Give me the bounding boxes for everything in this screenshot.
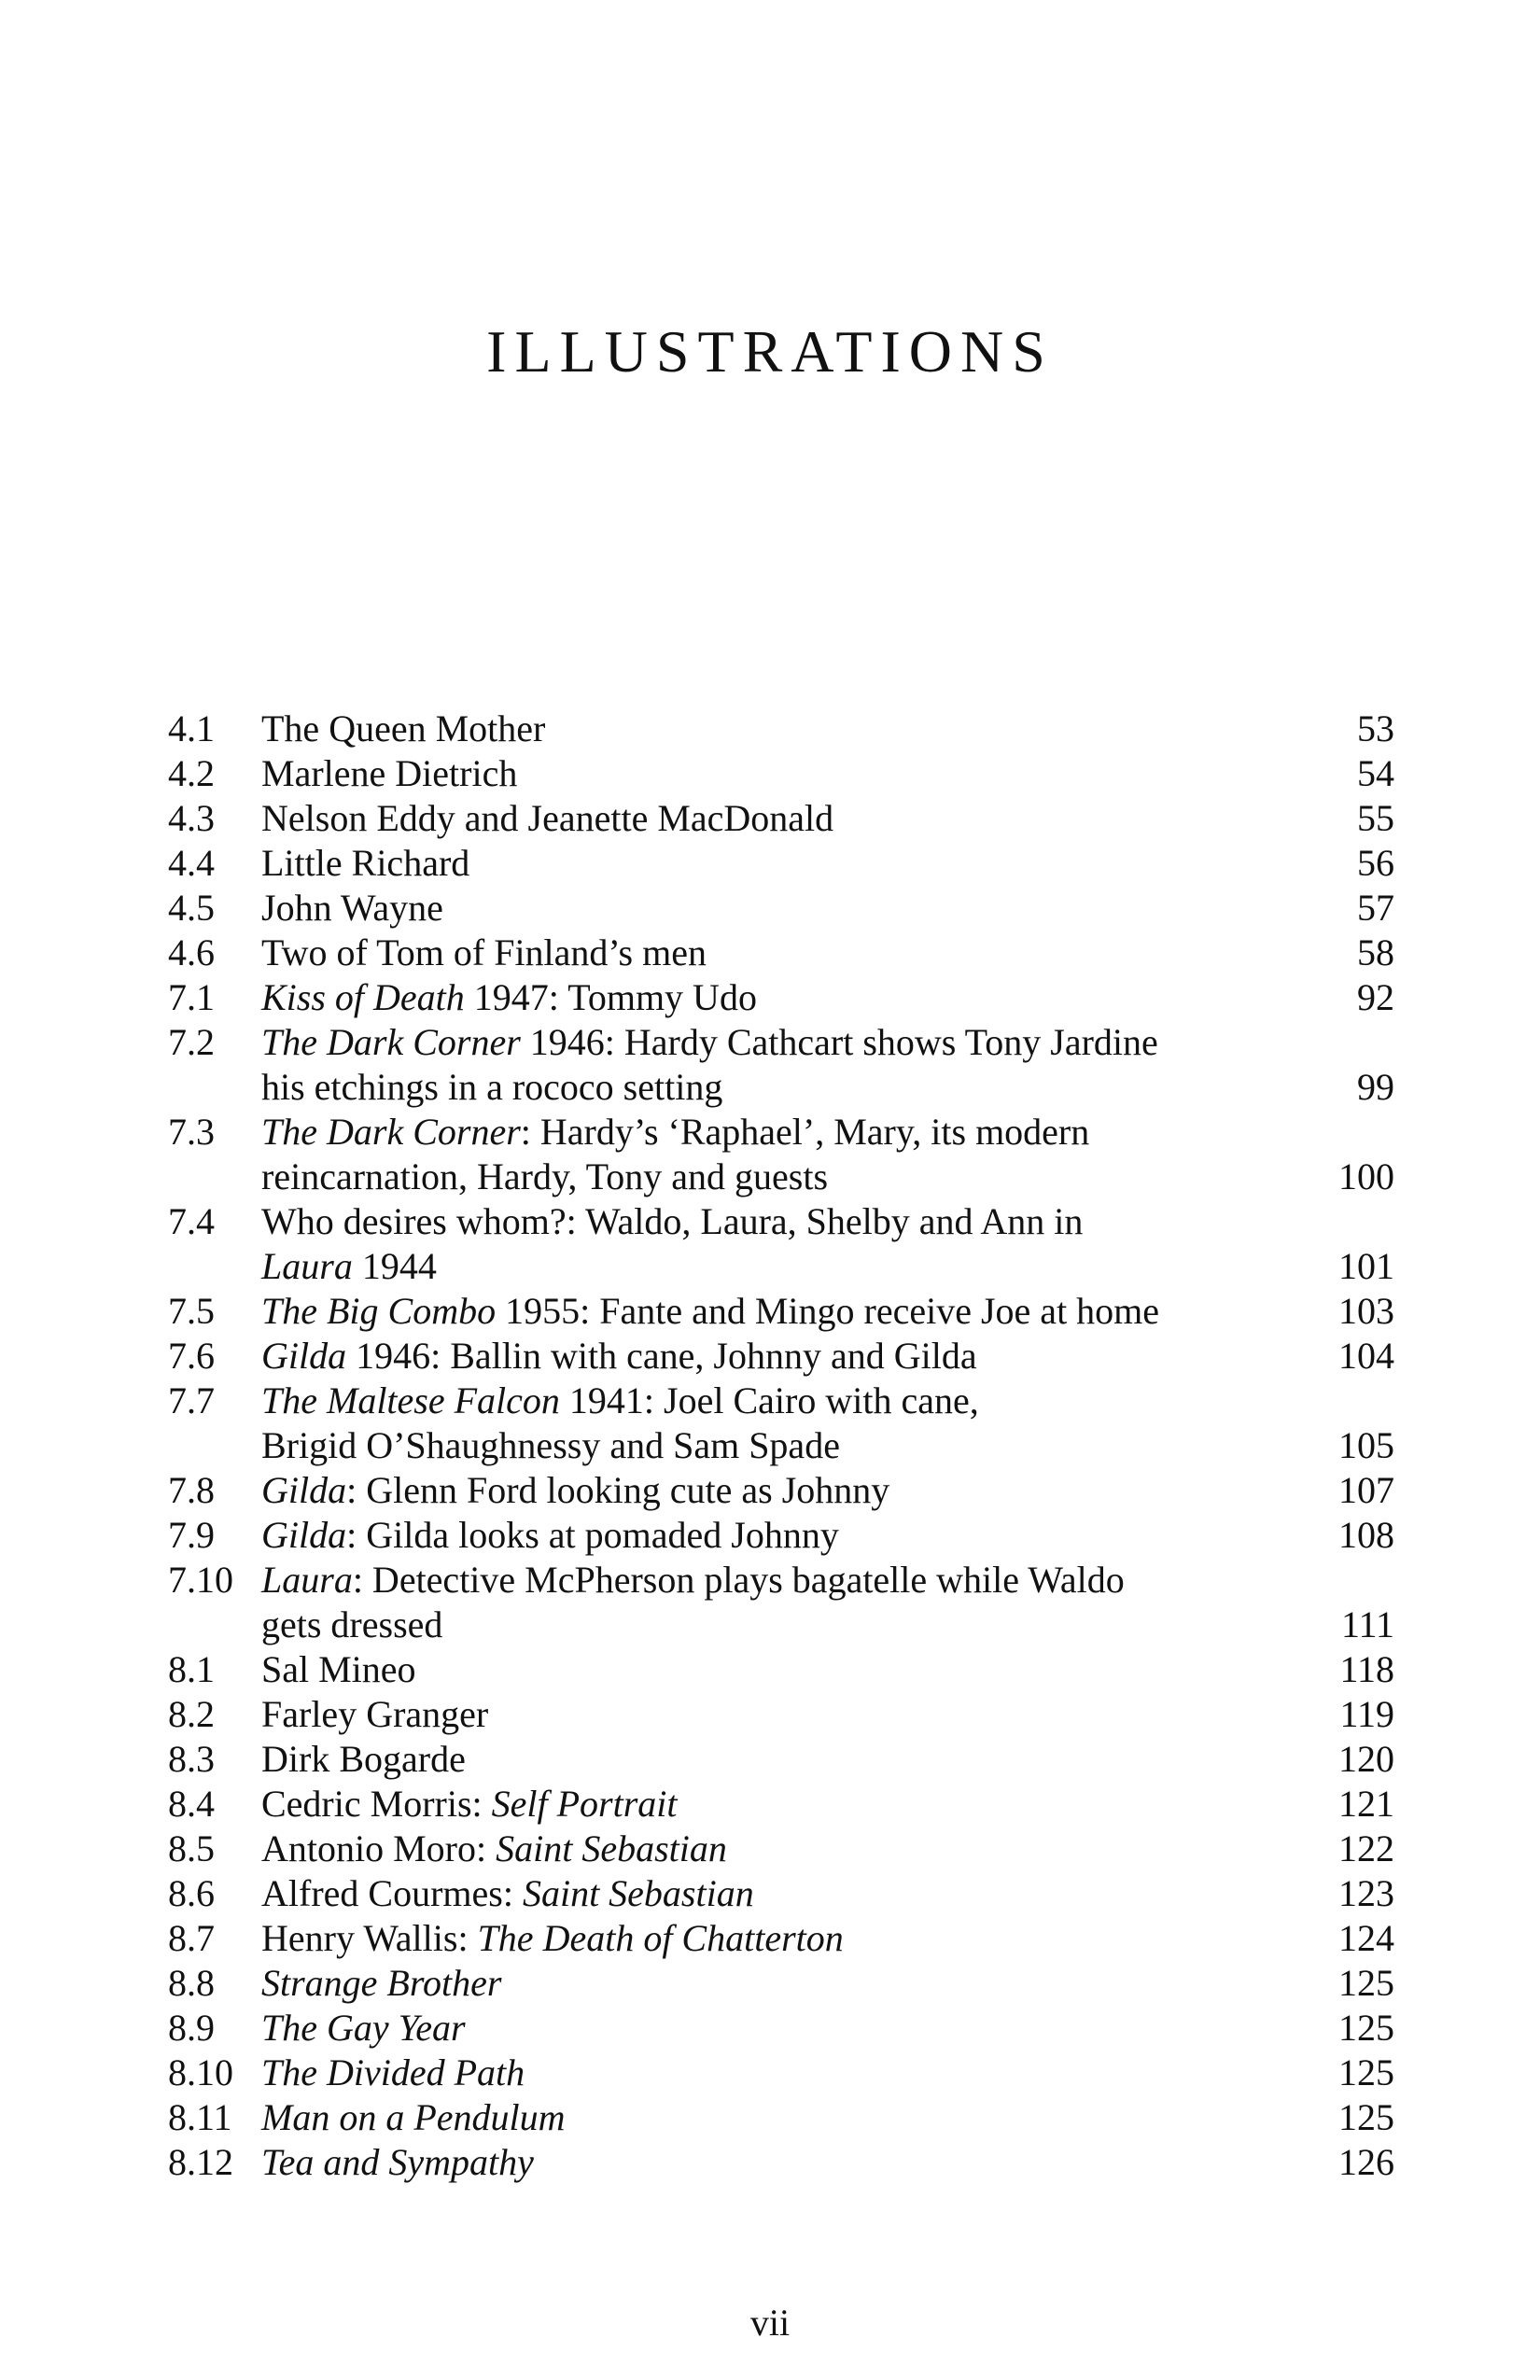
caption-text: Two of Tom of Finland’s men: [261, 931, 707, 973]
figure-caption: [261, 1827, 1282, 1871]
illustrations-list: [168, 707, 1394, 2185]
figure-number: 4.5: [168, 887, 215, 929]
figure-caption: [261, 751, 1282, 796]
page-reference: 54: [1357, 752, 1394, 794]
caption-text: : Hardy’s ‘Raphael’, Mary, its modern: [520, 1111, 1090, 1153]
caption-line: [261, 2051, 1254, 2095]
caption-text: 1946: Hardy Cathcart shows Tony Jardine: [520, 1021, 1158, 1063]
figure-number: 8.7: [168, 1917, 215, 1959]
list-item: [168, 1558, 1394, 1647]
figure-caption: [261, 886, 1282, 931]
list-item: [168, 751, 1394, 796]
caption-line: [261, 1244, 1254, 1289]
page-reference: 125: [1338, 2096, 1394, 2138]
list-item: [168, 1692, 1394, 1737]
caption-text: Alfred Courmes:: [261, 1872, 523, 1914]
figure-caption: [261, 1334, 1282, 1379]
list-item: [168, 707, 1394, 751]
caption-line: [261, 1065, 1254, 1110]
list-item: [168, 1379, 1394, 1468]
caption-line: [261, 1916, 1254, 1961]
list-item: [168, 1737, 1394, 1782]
figure-caption: [261, 1468, 1282, 1513]
caption-text: 1944: [352, 1245, 437, 1287]
caption-line: [261, 1155, 1254, 1199]
figure-caption: [261, 975, 1282, 1020]
figure-caption: [261, 2006, 1282, 2051]
caption-title-italic: The Big Combo: [261, 1290, 497, 1332]
page-reference: 53: [1357, 707, 1394, 749]
caption-title-italic: Man on a Pendulum: [261, 2096, 566, 2138]
caption-text: 1947: Tommy Udo: [464, 976, 757, 1018]
caption-line: [261, 707, 1254, 751]
caption-line: [261, 1423, 1254, 1468]
figure-caption: [261, 2095, 1282, 2140]
caption-text: Antonio Moro:: [261, 1827, 497, 1869]
figure-caption: [261, 1647, 1282, 1692]
caption-line: [261, 1110, 1254, 1155]
page-reference: 119: [1339, 1693, 1394, 1735]
caption-title-italic: Gilda: [261, 1469, 347, 1511]
page-reference: 124: [1338, 1917, 1394, 1959]
list-item: [168, 2140, 1394, 2185]
caption-title-italic: The Dark Corner: [261, 1021, 521, 1063]
caption-line: [261, 1199, 1254, 1244]
caption-title-italic: Strange Brother: [261, 1962, 502, 2004]
caption-title-italic: Self Portrait: [491, 1783, 678, 1825]
caption-text: Who desires whom?: Waldo, Laura, Shelby and Ann in: [261, 1200, 1084, 1242]
list-item: [168, 1289, 1394, 1334]
page-reference: 58: [1357, 931, 1394, 973]
page-reference: 123: [1338, 1872, 1394, 1914]
page-reference: 103: [1338, 1290, 1394, 1332]
caption-line: [261, 796, 1254, 841]
figure-caption: [261, 1871, 1282, 1916]
list-item: [168, 931, 1394, 975]
page-reference: 122: [1338, 1827, 1394, 1869]
page-reference: 101: [1338, 1245, 1394, 1287]
caption-title-italic: Saint Sebastian: [522, 1872, 754, 1914]
caption-text: Cedric Morris:: [261, 1783, 492, 1825]
figure-number: 7.1: [168, 976, 215, 1018]
caption-line: [261, 1468, 1254, 1513]
page-reference: 105: [1338, 1424, 1394, 1466]
caption-title-italic: The Dark Corner: [261, 1111, 521, 1153]
figure-number: 7.3: [168, 1111, 215, 1153]
page-reference: 111: [1340, 1603, 1394, 1645]
page-reference: 125: [1338, 2051, 1394, 2093]
caption-line: [261, 1379, 1254, 1423]
caption-title-italic: Gilda: [261, 1335, 347, 1377]
figure-caption: [261, 1558, 1282, 1647]
figure-number: 8.4: [168, 1783, 215, 1825]
page-number: vii: [749, 2302, 791, 2344]
caption-text: : Gilda looks at pomaded Johnny: [346, 1514, 839, 1556]
figure-number: 7.9: [168, 1514, 215, 1556]
list-item: [168, 1916, 1394, 1961]
figure-caption: [261, 1692, 1282, 1737]
figure-caption: [261, 707, 1282, 751]
figure-caption: [261, 2140, 1282, 2185]
figure-number: 4.1: [168, 707, 215, 749]
figure-caption: [261, 841, 1282, 886]
list-item: [168, 2006, 1394, 2051]
page-reference: 125: [1338, 2007, 1394, 2049]
page-reference: 125: [1338, 1962, 1394, 2004]
caption-line: [261, 1647, 1254, 1692]
caption-line: [261, 841, 1254, 886]
caption-line: [261, 1871, 1254, 1916]
caption-title-italic: Laura: [261, 1245, 353, 1287]
caption-text: : Detective McPherson plays bagatelle while Waldo: [352, 1559, 1125, 1601]
page-reference: 55: [1357, 797, 1394, 839]
caption-text: Sal Mineo: [261, 1648, 416, 1690]
page-reference: 108: [1338, 1514, 1394, 1556]
list-item: [168, 2095, 1394, 2140]
figure-number: 7.5: [168, 1290, 215, 1332]
figure-number: 8.12: [168, 2141, 233, 2183]
caption-line: [261, 751, 1254, 796]
figure-caption: [261, 1020, 1282, 1110]
figure-number: 7.8: [168, 1469, 215, 1511]
caption-line: [261, 2006, 1254, 2051]
page-reference: 100: [1338, 1155, 1394, 1197]
figure-caption: [261, 1961, 1282, 2006]
page-title: ILLUSTRATIONS: [486, 318, 1054, 385]
caption-line: [261, 2140, 1254, 2185]
figure-caption: [261, 1379, 1282, 1468]
figure-number: 8.5: [168, 1827, 215, 1869]
figure-caption: [261, 931, 1282, 975]
caption-text: The Queen Mother: [261, 707, 546, 749]
caption-title-italic: Tea and Sympathy: [261, 2141, 534, 2183]
caption-line: [261, 931, 1254, 975]
caption-text: Dirk Bogarde: [261, 1738, 466, 1780]
caption-title-italic: The Maltese Falcon: [261, 1379, 560, 1421]
figure-caption: [261, 1737, 1282, 1782]
caption-text: 1955: Fante and Mingo receive Joe at home: [496, 1290, 1160, 1332]
caption-text: Farley Granger: [261, 1693, 489, 1735]
caption-line: [261, 1289, 1254, 1334]
figure-number: 7.4: [168, 1200, 215, 1242]
caption-line: [261, 1737, 1254, 1782]
figure-number: 4.4: [168, 842, 215, 884]
figure-caption: [261, 1289, 1282, 1334]
page-reference: 92: [1357, 976, 1394, 1018]
list-item: [168, 1961, 1394, 2006]
caption-line: [261, 1961, 1254, 2006]
figure-number: 8.1: [168, 1648, 215, 1690]
page-reference: 107: [1338, 1469, 1394, 1511]
list-item: [168, 975, 1394, 1020]
list-item: [168, 796, 1394, 841]
caption-line: [261, 1603, 1254, 1647]
figure-number: 4.2: [168, 752, 215, 794]
figure-number: 4.3: [168, 797, 215, 839]
figure-caption: [261, 796, 1282, 841]
figure-caption: [261, 1513, 1282, 1558]
caption-line: [261, 1020, 1254, 1065]
figure-caption: [261, 1916, 1282, 1961]
caption-text: Henry Wallis:: [261, 1917, 478, 1959]
figure-number: 8.3: [168, 1738, 215, 1780]
caption-title-italic: The Gay Year: [261, 2007, 466, 2049]
page-reference: 126: [1338, 2141, 1394, 2183]
list-item: [168, 1334, 1394, 1379]
caption-text: Little Richard: [261, 842, 470, 884]
list-item: [168, 1871, 1394, 1916]
list-item: [168, 1199, 1394, 1289]
caption-line: [261, 1513, 1254, 1558]
caption-line: [261, 1692, 1254, 1737]
page-reference: 56: [1357, 842, 1394, 884]
figure-number: 8.11: [168, 2096, 232, 2138]
caption-text: : Glenn Ford looking cute as Johnny: [346, 1469, 890, 1511]
figure-caption: [261, 1199, 1282, 1289]
page-reference: 118: [1339, 1648, 1394, 1690]
caption-text: 1946: Ballin with cane, Johnny and Gilda: [346, 1335, 977, 1377]
caption-title-italic: The Death of Chatterton: [477, 1917, 844, 1959]
caption-line: [261, 975, 1254, 1020]
caption-text: John Wayne: [261, 887, 443, 929]
caption-title-italic: Saint Sebastian: [496, 1827, 727, 1869]
caption-line: [261, 886, 1254, 931]
caption-text: gets dressed: [261, 1603, 443, 1645]
caption-text: his etchings in a rococo setting: [261, 1066, 723, 1108]
figure-number: 8.10: [168, 2051, 233, 2093]
figure-number: 8.2: [168, 1693, 215, 1735]
caption-text: Brigid O’Shaughnessy and Sam Spade: [261, 1424, 840, 1466]
figure-number: 7.2: [168, 1021, 215, 1063]
list-item: [168, 1468, 1394, 1513]
caption-title-italic: Gilda: [261, 1514, 347, 1556]
caption-text: Nelson Eddy and Jeanette MacDonald: [261, 797, 834, 839]
page-reference: 99: [1357, 1066, 1394, 1108]
caption-title-italic: Laura: [261, 1559, 353, 1601]
figure-number: 7.6: [168, 1335, 215, 1377]
figure-number: 8.9: [168, 2007, 215, 2049]
figure-number: 8.8: [168, 1962, 215, 2004]
caption-text: reincarnation, Hardy, Tony and guests: [261, 1155, 829, 1197]
page-reference: 57: [1357, 887, 1394, 929]
page-reference: 120: [1338, 1738, 1394, 1780]
list-item: [168, 1513, 1394, 1558]
page-reference: 104: [1338, 1335, 1394, 1377]
caption-line: [261, 1827, 1254, 1871]
list-item: [168, 1110, 1394, 1199]
caption-title-italic: Kiss of Death: [261, 976, 465, 1018]
figure-caption: [261, 1110, 1282, 1199]
caption-line: [261, 1334, 1254, 1379]
caption-title-italic: The Divided Path: [261, 2051, 525, 2093]
caption-text: Marlene Dietrich: [261, 752, 518, 794]
figure-caption: [261, 1782, 1282, 1827]
figure-number: 8.6: [168, 1872, 215, 1914]
figure-number: 7.10: [168, 1559, 233, 1601]
caption-text: 1941: Joel Cairo with cane,: [559, 1379, 979, 1421]
list-item: [168, 841, 1394, 886]
figure-number: 4.6: [168, 931, 215, 973]
figure-number: 7.7: [168, 1379, 215, 1421]
caption-line: [261, 2095, 1254, 2140]
caption-line: [261, 1782, 1254, 1827]
list-item: [168, 1020, 1394, 1110]
list-item: [168, 1827, 1394, 1871]
page-reference: 121: [1338, 1783, 1394, 1825]
list-item: [168, 2051, 1394, 2095]
list-item: [168, 1647, 1394, 1692]
list-item: [168, 886, 1394, 931]
list-item: [168, 1782, 1394, 1827]
caption-line: [261, 1558, 1254, 1603]
figure-caption: [261, 2051, 1282, 2095]
